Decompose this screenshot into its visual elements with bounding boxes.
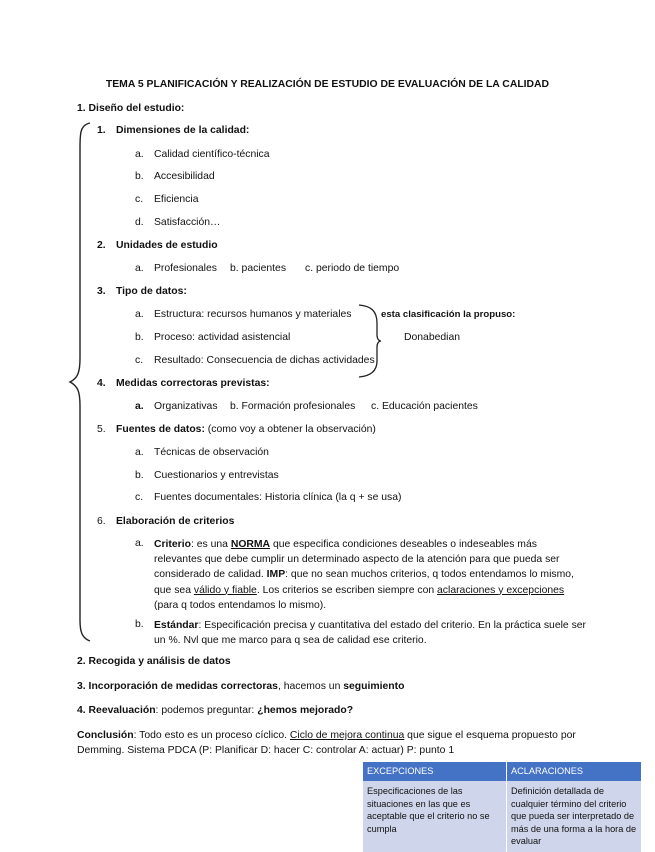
- document-title: TEMA 5 PLANIFICACIÓN Y REALIZACIÓN DE ESTUDIO DE EVALUACIÓN DE LA CALIDAD: [105, 79, 550, 90]
- med-heading: Medidas correctoras previstas:: [116, 378, 270, 389]
- list-item: Resultado: Consecuencia de dichas actividades: [154, 355, 375, 366]
- norma-term: NORMA: [230, 539, 271, 550]
- criterio-paragraph: [154, 537, 586, 613]
- conclusion-paragraph: [77, 728, 577, 758]
- list-marker: c.: [135, 194, 144, 205]
- question-term: ¿hemos mejorado?: [257, 705, 354, 716]
- list-item: Fuentes documentales: Historia clínica (la q + se usa): [154, 492, 402, 503]
- section-3-line: [77, 681, 404, 693]
- list-item: b. pacientes: [230, 263, 287, 274]
- aclaraciones-term: aclaraciones y excepciones: [437, 584, 565, 596]
- list-item: Organizativas: [154, 401, 218, 412]
- ciclo-term: Ciclo de mejora continua: [289, 730, 405, 741]
- criterio-text: (para q todos entendamos lo mismo).: [154, 599, 327, 611]
- criterio-text: : es una: [190, 539, 231, 550]
- tipo-heading: Tipo de datos:: [116, 286, 187, 297]
- criterio-text: . Los criterios se escriben siempre con: [256, 584, 438, 596]
- list-item: b. Formación profesionales: [230, 401, 356, 412]
- list-marker: a.: [135, 309, 144, 320]
- criterio-text: que especifica condiciones deseables o indeseables más relevantes que debe cumplir un determinado aspecto de la atención para que pueda ser considerado de calidad.: [154, 539, 560, 581]
- list-item: Accesibilidad: [154, 171, 215, 182]
- estandar-paragraph: [154, 618, 586, 648]
- dim-num: 1.: [97, 125, 106, 136]
- fue-heading-line: [116, 424, 376, 436]
- table-header: ACLARACIONES: [507, 762, 642, 781]
- med-num: 4.: [97, 378, 106, 389]
- list-marker: a.: [135, 263, 144, 274]
- list-marker: c.: [135, 492, 144, 503]
- estandar-term: Estándar: [154, 620, 199, 631]
- seguimiento-term: seguimiento: [343, 681, 405, 692]
- fue-num: 5.: [97, 424, 106, 435]
- section-2-heading: 2. Recogida y análisis de datos: [77, 656, 231, 667]
- section-1-heading: 1. Diseño del estudio:: [77, 103, 185, 114]
- list-item: Eficiencia: [154, 194, 199, 205]
- list-marker: b.: [135, 332, 144, 343]
- list-item: Profesionales: [154, 263, 217, 274]
- table-header: EXCEPCIONES: [363, 762, 507, 781]
- list-item: c. periodo de tiempo: [305, 263, 400, 274]
- estandar-text: : Especificación precisa y cuantitativa del estado del criterio. En la práctica suele ser un %. Nvl que me marco para q sea de calidad ese criterio.: [154, 620, 587, 647]
- list-marker: a.: [135, 149, 144, 160]
- list-marker: b.: [135, 470, 144, 481]
- tipo-brace: [357, 303, 383, 379]
- list-item: Estructura: recursos humanos y materiales: [154, 309, 352, 320]
- conclusion-text: que sigue el esquema propuesto por Demming. Sistema PDCA (P: Planificar D: hacer C: controlar A: actuar) P: punto 1: [77, 730, 576, 757]
- table-cell: Especificaciones de las situaciones en las que es aceptable que el criterio no se cumpla: [363, 781, 507, 852]
- conclusion-label: Conclusión: [77, 730, 134, 741]
- list-marker: c.: [135, 355, 144, 366]
- list-item: Cuestionarios y entrevistas: [154, 470, 279, 481]
- uni-num: 2.: [97, 240, 106, 251]
- list-item: Proceso: actividad asistencial: [154, 332, 291, 343]
- imp-term: IMP: [266, 569, 286, 581]
- classification-author: Donabedian: [404, 332, 461, 343]
- section-1-brace: [66, 120, 96, 645]
- list-marker: d.: [135, 217, 144, 228]
- list-marker: a.: [135, 401, 144, 412]
- table-cell: Definición detallada de cualquier término del criterio que pueda ser interpretado de más de una forma a la hora de evaluar: [507, 781, 642, 852]
- section-4-line: [77, 705, 353, 717]
- table-header-row: [363, 762, 642, 781]
- list-marker: a.: [135, 538, 144, 549]
- valido-fiable-term: válido y fiable: [193, 584, 257, 596]
- list-marker: b.: [135, 619, 144, 630]
- tipo-num: 3.: [97, 286, 106, 297]
- list-item: Calidad científico-técnica: [154, 149, 270, 160]
- section-4-heading: 4. Reevaluación: [77, 705, 156, 716]
- dim-heading: Dimensiones de la calidad:: [116, 125, 250, 136]
- classification-note: esta clasificación la propuso:: [381, 309, 516, 320]
- criteria-table: [363, 762, 642, 852]
- ela-num: 6.: [97, 516, 106, 527]
- section-3-text: , hacemos un: [277, 681, 344, 692]
- list-item: Técnicas de observación: [154, 447, 269, 458]
- list-item: c. Educación pacientes: [371, 401, 478, 412]
- criterio-term: Criterio: [154, 539, 191, 550]
- conclusion-text: : Todo esto es un proceso cíclico.: [133, 730, 290, 741]
- table-row: [363, 781, 642, 852]
- section-4-text: : podemos preguntar:: [155, 705, 258, 716]
- list-marker: b.: [135, 171, 144, 182]
- fue-heading-rest: (como voy a obtener la observación): [204, 424, 376, 435]
- section-3-heading: 3. Incorporación de medidas correctoras: [77, 681, 278, 692]
- list-marker: a.: [135, 447, 144, 458]
- criterio-text: : que no sean muchos criterios, q todos entendamos lo mismo, que sea: [154, 569, 574, 596]
- ela-heading: Elaboración de criterios: [116, 516, 235, 527]
- fue-heading: Fuentes de datos:: [116, 424, 205, 435]
- list-item: Satisfacción…: [154, 217, 221, 228]
- uni-heading: Unidades de estudio: [116, 240, 218, 251]
